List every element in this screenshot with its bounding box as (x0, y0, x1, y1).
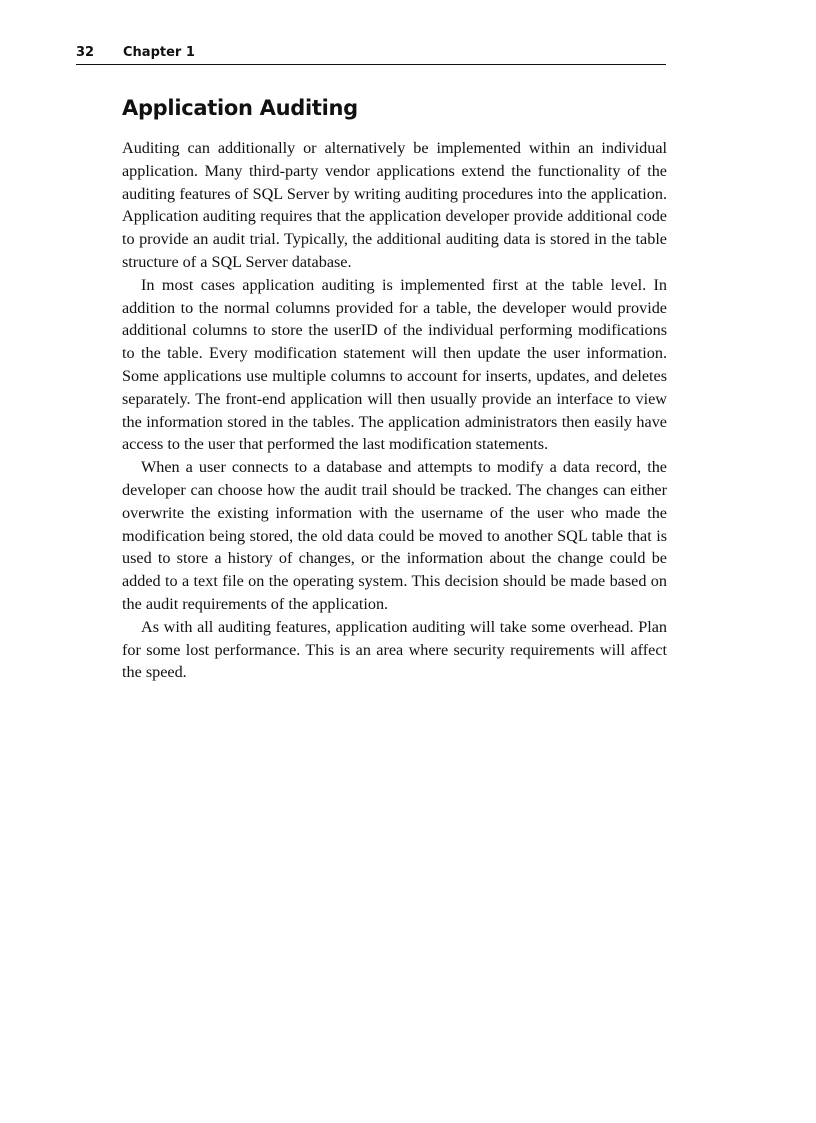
section-heading: Application Auditing (122, 96, 358, 120)
paragraph: As with all auditing features, application auditing will take some overhead. Plan for some lost performance. This is an area where security requirements will affect the speed. (122, 617, 667, 682)
chapter-label: Chapter 1 (123, 45, 195, 60)
running-header (76, 44, 666, 65)
page-number: 32 (76, 45, 95, 60)
paragraph: Auditing can additionally or alternatively be implemented within an individual application. Many third-party vendor applications extend the functionality of the auditing features of SQL Server by writing auditing procedures into the application. Application auditing requires that the application developer provide additional code to provide an audit trial. Typically, the additional auditing data is stored in the table structure of a SQL Server database. (122, 139, 667, 271)
paragraph: In most cases application auditing is implemented first at the table level. In addition to the normal columns provided for a table, the developer would provide additional columns to store the userID of the individual performing modifications to the table. Every modification statement will then update the user information. Some applications use multiple columns to account for inserts, updates, and deletes separately. The front-end application will then usually provide an interface to view the information stored in the tables. The application administrators then easily have access to the user that performed the last modification statements. (122, 275, 667, 454)
paragraph: When a user connects to a database and attempts to modify a data record, the developer can choose how the audit trail should be tracked. The changes can either overwrite the existing information with the username of the user who made the modification being stored, the old data could be moved to another SQL table that is used to store a history of changes, or the information about the change could be added to a text file on the operating system. This decision should be made based on the audit requirements of the application. (122, 458, 667, 613)
body-text (122, 137, 667, 684)
